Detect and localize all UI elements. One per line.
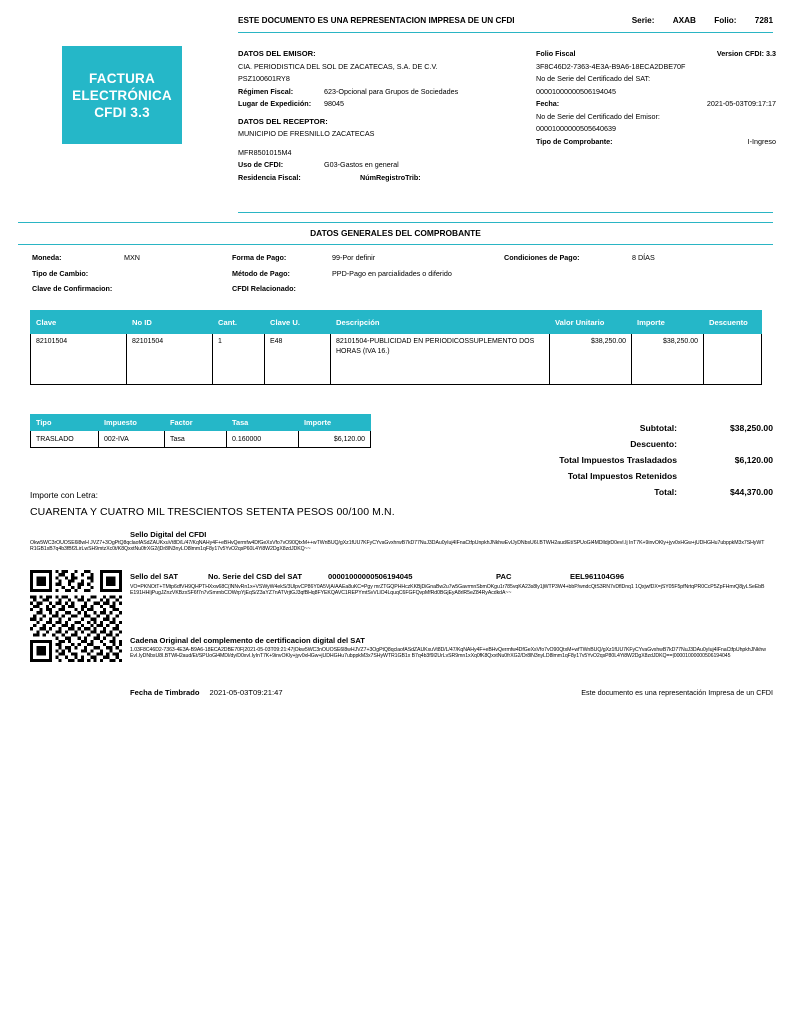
receptor-nombre: MUNICIPIO DE FRESNILLO ZACATECAS <box>238 129 375 138</box>
general-divider-bottom <box>18 244 773 245</box>
logo-line-1: FACTURA <box>89 70 155 86</box>
header-divider-top <box>238 32 773 33</box>
th-clave: Clave <box>31 311 127 334</box>
version-value: 3.3 <box>766 49 776 58</box>
th-cantidad: Cant. <box>213 311 265 334</box>
th-importe: Importe <box>632 311 704 334</box>
sello-sat-text: VO=PKNOtT+TMtp6dfVH9QHPTHXxw68C(lNNvRn1x+VSWyW4ekS/3UlpvCP86Y0A5VjA/AAEa8uKC=Pgy mrZTGQPHHczKKBjDiGnaBw2u7w5GavrmnSbmOKgu1r785vqKA23s8ly1jWTP3W4+bbP/wndcQtS3RN7vDflDnq1 1QxjwfDX=jSY05F5pfNrtqPR0CcP5ZpFHmrQ8jyLSeEbBE191HHIjPugJZnzVKBzxSF6f7n7vSmrnbCOWrpYjEqS/Z3aYZ7nATVrjtGJ3qfBHq8FYEKQAVC1REPYmtSvVLlO4LquqC6FGFQvpMfRd0BGjEyA8rlR5eZ84RyAcdkdA~~ <box>130 584 765 597</box>
cadena-original-text: 1.03F8C46D2-7363-4E3A-B9A6-18ECA2DBE70F|2021-05-03T09:21:47|Okw5WC3nOUOSE6l8wHJVZ7+3OgPtQ8qclaofASdZAUKxuVt8D/L/47/KqNAHy4F+eBHvQermfw4DfGeXsVfo7vO90QtxM+wfTWnBUQ/gXz1fUU7KFyCYvaGvxhwB7kD77NuJ3DAu0yIuj4IFnaCtfpUhpkhJNkhwEvI.IyDNbsU8I.BTWH2aud/Et/SPUoGl4MDl/dy/D0xvI.IyInT7K+9invOKly+jyv0xHGw+jUDHGHu7ubppkM3x7SHyWTR1GB1x B7q4b3f9l2UrLvSR9mn1xXq0fK8QxxtNu0frXG2/Dr8lN3nyLD8lmm1qF8y17v5YvO2qsP80L4Yi8W2DgX8zdJDKQ==|00001000000506194045 <box>130 647 766 660</box>
qr-code-icon <box>30 570 122 662</box>
dg-condiciones-value: 8 DÍAS <box>632 253 655 262</box>
receptor-residencia-row <box>238 172 528 185</box>
emisor-lugar-label: Lugar de Expedición: <box>238 99 312 108</box>
no-serie-sat-value: 00001000000506194045 <box>536 86 616 96</box>
dg-condiciones-label: Condiciones de Pago: <box>504 253 580 262</box>
serie-value: AXAB <box>672 16 696 25</box>
totales-block <box>413 420 773 500</box>
dg-moneda-value: MXN <box>124 253 140 262</box>
dg-metodo-pago-value: PPD-Pago en parcialidades o diferido <box>332 268 452 278</box>
impuestos-table <box>30 414 371 448</box>
cell-impuesto: 002-IVA <box>99 431 165 448</box>
datos-generales-title: DATOS GENERALES DEL COMPROBANTE <box>310 228 481 238</box>
total-row-total <box>413 484 773 500</box>
subtotal-value: $38,250.00 <box>729 423 773 433</box>
dg-row-1 <box>32 250 773 266</box>
cell-importe: $38,250.00 <box>632 334 704 385</box>
version-label: Version CFDI: <box>716 49 764 58</box>
folio-value: 7281 <box>754 16 773 25</box>
emisor-nombre: CIA. PERIODISTICA DEL SOL DE ZACATECAS, S.A. DE C.V. <box>238 61 438 71</box>
fecha-value: 2021-05-03T09:17:17 <box>706 99 776 108</box>
dg-metodo-pago-label: Método de Pago: <box>232 268 290 278</box>
sello-sat-header <box>130 572 766 581</box>
no-serie-emisor-value: 00001000000505640639 <box>536 124 616 133</box>
table-row <box>31 431 371 448</box>
cadena-original-title: Cadena Original del complemento de certificacion digital del SAT <box>130 636 365 645</box>
th-importe-impuesto: Importe <box>299 415 371 431</box>
emisor-receptor-block <box>238 48 528 184</box>
serie-label: Serie: <box>631 16 655 25</box>
trasladados-label: Total Impuestos Trasladados <box>559 455 677 465</box>
header-top <box>238 16 773 25</box>
receptor-uso-row <box>238 159 528 172</box>
tipo-comprobante-label: Tipo de Comprobante: <box>536 136 613 146</box>
datos-generales-grid <box>32 250 773 297</box>
header-divider-bottom <box>238 212 773 213</box>
descuento-value <box>677 436 773 452</box>
dg-row-2 <box>32 266 773 282</box>
conceptos-table <box>30 310 762 385</box>
document-notice: ESTE DOCUMENTO ES UNA REPRESENTACION IMPRESA DE UN CFDI <box>238 16 515 25</box>
th-tipo: Tipo <box>31 415 99 431</box>
table-row <box>31 334 762 385</box>
uuid-value: 3F8C46D2-7363-4E3A-B9A6-18ECA2DBE70F <box>536 61 686 71</box>
cell-descuento <box>704 334 762 385</box>
cell-cantidad: 1 <box>213 334 265 385</box>
cell-tasa: 0.160000 <box>227 431 299 448</box>
csd-sat-value: 00001000000506194045 <box>328 572 413 581</box>
folio-fiscal-label: Folio Fiscal <box>536 49 576 58</box>
retenidos-value <box>677 468 773 484</box>
receptor-numregistro-label: NúmRegistroTrib: <box>360 172 421 182</box>
version-cfdi <box>717 48 776 61</box>
dg-tipo-cambio-label: Tipo de Cambio: <box>32 268 89 278</box>
emisor-regimen-label: Régimen Fiscal: <box>238 86 294 96</box>
fecha-timbrado-value: 2021-05-03T09:21:47 <box>209 688 283 697</box>
retenidos-label: Total Impuestos Retenidos <box>567 471 677 481</box>
fecha-row <box>536 98 776 111</box>
total-label: Total: <box>654 487 677 497</box>
receptor-residencia-label: Residencia Fiscal: <box>238 172 301 182</box>
no-serie-emisor-label: No de Serie del Certificado del Emisor: <box>536 111 660 121</box>
sello-sat-title: Sello del SAT <box>130 572 178 581</box>
logo-line-3: CFDI 3.3 <box>94 104 150 120</box>
serie-folio <box>616 16 773 25</box>
invoice-logo <box>62 46 182 144</box>
th-descripcion: Descripción <box>331 311 550 334</box>
total-row-subtotal <box>413 420 773 436</box>
total-row-descuento <box>413 436 773 452</box>
dg-moneda-label: Moneda: <box>32 253 62 262</box>
tipo-comprobante-value: I-Ingreso <box>747 136 776 146</box>
descuento-label: Descuento: <box>630 439 677 449</box>
impuestos-header-row <box>31 415 371 431</box>
footer-note: Este documento es una representación Impresa de un CFDI <box>581 688 773 697</box>
cell-importe-tax: $6,120.00 <box>299 431 371 448</box>
dg-row-3 <box>32 281 773 297</box>
th-descuento: Descuento <box>704 311 762 334</box>
subtotal-label: Subtotal: <box>639 423 677 433</box>
fecha-timbrado-label: Fecha de Timbrado <box>130 688 200 697</box>
fecha-timbrado <box>130 688 283 697</box>
th-factor: Factor <box>165 415 227 431</box>
cell-factor: Tasa <box>165 431 227 448</box>
th-tasa: Tasa <box>227 415 299 431</box>
importe-letra-label: Importe con Letra: <box>30 490 98 500</box>
cell-valor-unitario: $38,250.00 <box>550 334 632 385</box>
logo-line-2: ELECTRÓNICA <box>72 87 172 103</box>
th-impuesto: Impuesto <box>99 415 165 431</box>
th-valor-unitario: Valor Unitario <box>550 311 632 334</box>
sello-cfdi-text: Okw5WC3rOUOSE6l8wH JVZ7+3OgPtQ8qclaofASdZAUKxuVt8D/L/47/KqNAHy4F+eBHvQermfw4DfGeXsVfo7vO90QtxM++wTWnBUQ/gXz1fUU7KFyCYvaGvxhrwB7kD77NuJ3DAu0yIuj4IFnaCtfpUnpkhJNkhwEvIJyDNbsU6I.BTWH2aud/Et/SPUoGl4MDlldjrD0evI.Ij InT7K+9invOKly+jyv0xHGw+jUDHGHu7ubppkM3x7SHyWTR1GB1xB7q4b3fBf2LirLwSH9mtzXc0t/K8QxxtNu0frXG2/jDr8lN3nyLO8lmm1qF8y17v5YvO2qsP60L4Yi8W2DgX8zdJDKQ~~ <box>30 540 765 553</box>
cell-clave-unidad: E48 <box>265 334 331 385</box>
folio-label: Folio: <box>714 16 737 25</box>
dg-forma-pago-value: 99-Por definir <box>332 253 376 262</box>
cell-descripcion: 82101504-PUBLICIDAD EN PERIODICOSSUPLEMENTO DOS HORAS (IVA 16.) <box>331 334 550 385</box>
conceptos-header-row <box>31 311 762 334</box>
dg-clave-confirmacion-label: Clave de Confirmacion: <box>32 284 113 293</box>
th-clave-unidad: Clave U. <box>265 311 331 334</box>
total-row-trasladados <box>413 452 773 468</box>
dg-forma-pago-label: Forma de Pago: <box>232 253 287 262</box>
pac-label: PAC <box>496 572 512 581</box>
receptor-uso-label: Uso de CFDI: <box>238 160 284 169</box>
emisor-regimen-value: 623-Opcional para Grupos de Sociedades <box>324 86 459 96</box>
general-divider-top <box>18 222 773 223</box>
fiscal-block <box>536 48 776 148</box>
cell-tipo: TRASLADO <box>31 431 99 448</box>
emisor-rfc: PSZ100601RY8 <box>238 74 290 83</box>
trasladados-value: $6,120.00 <box>734 455 773 465</box>
total-row-retenidos <box>413 468 773 484</box>
cell-clave: 82101504 <box>31 334 127 385</box>
folio-fiscal-row <box>536 48 776 61</box>
tipo-comprobante-row <box>536 136 776 149</box>
receptor-title: DATOS DEL RECEPTOR: <box>238 116 328 126</box>
emisor-lugar-row <box>238 98 528 111</box>
emisor-title: DATOS DEL EMISOR: <box>238 49 316 58</box>
csd-sat-label: No. Serie del CSD del SAT <box>208 572 302 581</box>
th-no-id: No ID <box>127 311 213 334</box>
cell-no-id: 82101504 <box>127 334 213 385</box>
receptor-uso-value: G03-Gastos en general <box>324 160 399 169</box>
dg-cfdi-relacionado-label: CFDI Relacionado: <box>232 284 296 293</box>
emisor-regimen-row <box>238 86 528 99</box>
emisor-lugar-value: 98045 <box>324 99 344 108</box>
total-value: $44,370.00 <box>729 487 773 497</box>
importe-letra-value: CUARENTA Y CUATRO MIL TRESCIENTOS SETENTA PESOS 00/100 M.N. <box>30 506 395 518</box>
receptor-rfc: MFR8501015M4 <box>238 147 292 157</box>
sello-cfdi-title: Sello Digital del CFDI <box>130 530 207 539</box>
no-serie-sat-label: No de Serie del Certificado del SAT: <box>536 74 651 83</box>
pac-value: EEL961104G96 <box>570 572 625 581</box>
fecha-label: Fecha: <box>536 99 560 108</box>
